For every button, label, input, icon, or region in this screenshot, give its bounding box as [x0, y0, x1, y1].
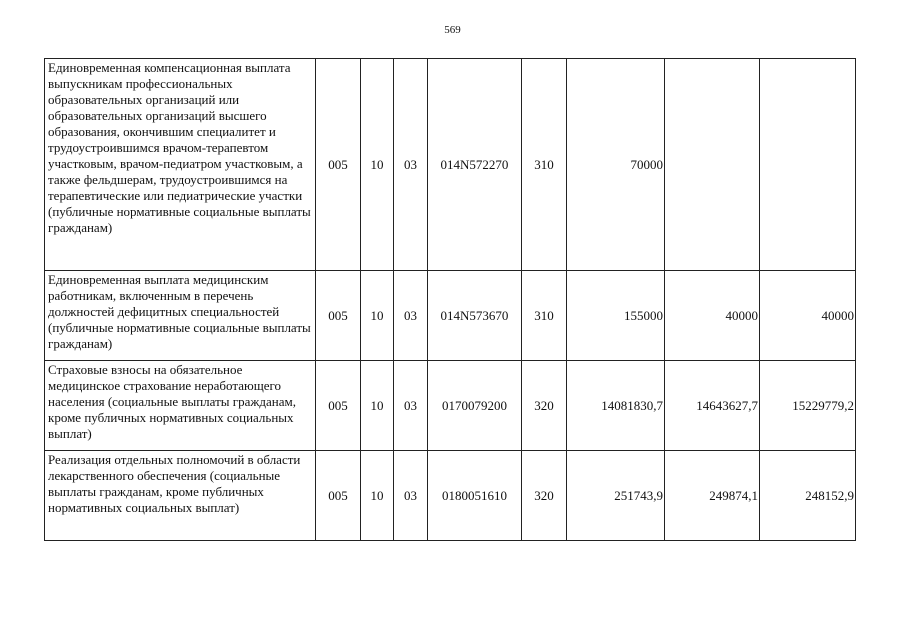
table-row [45, 271, 856, 361]
section-code: 10 [361, 271, 394, 361]
row-description: Единовременная компенсационная выплата выпускникам профессиональных образовательных организаций или образовательных организаций высшего образования, окончившим специалитет и трудоустроившимся врачом-терапевтом участковым, врачом-педиатром участковым, а также фельдшерам, трудоустроившимся на терапевтические или педиатрические участки (публичные нормативные социальные выплаты гражданам) [45, 59, 316, 271]
target-article-code: 0180051610 [428, 451, 522, 541]
row-description: Реализация отдельных полномочий в области лекарственного обеспечения (социальные выплаты гражданам, кроме публичных нормативных социальных выплат) [45, 451, 316, 541]
amount-year-3 [760, 59, 856, 271]
section-code: 10 [361, 451, 394, 541]
ministry-code: 005 [316, 271, 361, 361]
row-description: Единовременная выплата медицинским работникам, включенным в перечень должностей дефицитных специальностей (публичные нормативные социальные выплаты гражданам) [45, 271, 316, 361]
amount-year-1: 70000 [567, 59, 665, 271]
ministry-code: 005 [316, 451, 361, 541]
amount-year-2: 40000 [665, 271, 760, 361]
amount-year-3: 248152,9 [760, 451, 856, 541]
amount-year-2 [665, 59, 760, 271]
amount-year-1: 155000 [567, 271, 665, 361]
expense-type-code: 320 [522, 361, 567, 451]
target-article-code: 0170079200 [428, 361, 522, 451]
subsection-code: 03 [394, 361, 428, 451]
target-article-code: 014N572270 [428, 59, 522, 271]
table-row [45, 361, 856, 451]
subsection-code: 03 [394, 59, 428, 271]
expense-type-code: 320 [522, 451, 567, 541]
amount-year-1: 251743,9 [567, 451, 665, 541]
expense-type-code: 310 [522, 271, 567, 361]
ministry-code: 005 [316, 361, 361, 451]
table-row [45, 59, 856, 271]
row-description: Страховые взносы на обязательное медицинское страхование неработающего населения (социальные выплаты гражданам, кроме публичных нормативных социальных выплат) [45, 361, 316, 451]
amount-year-2: 14643627,7 [665, 361, 760, 451]
amount-year-1: 14081830,7 [567, 361, 665, 451]
expense-type-code: 310 [522, 59, 567, 271]
ministry-code: 005 [316, 59, 361, 271]
subsection-code: 03 [394, 451, 428, 541]
budget-table [44, 58, 856, 541]
table-row [45, 451, 856, 541]
amount-year-3: 15229779,2 [760, 361, 856, 451]
subsection-code: 03 [394, 271, 428, 361]
target-article-code: 014N573670 [428, 271, 522, 361]
amount-year-3: 40000 [760, 271, 856, 361]
section-code: 10 [361, 361, 394, 451]
section-code: 10 [361, 59, 394, 271]
page-number: 569 [444, 24, 461, 36]
amount-year-2: 249874,1 [665, 451, 760, 541]
